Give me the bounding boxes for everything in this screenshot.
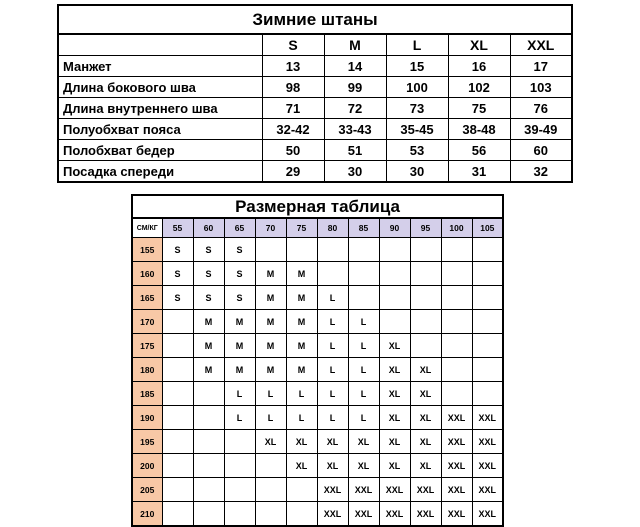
size-grid-row	[132, 430, 503, 454]
size-cell: L	[348, 334, 379, 358]
size-cell	[410, 286, 441, 310]
size-cell	[472, 238, 503, 262]
size-cell: M	[286, 358, 317, 382]
size-cell	[379, 238, 410, 262]
size-cell: XXL	[441, 406, 472, 430]
size-grid-row	[132, 310, 503, 334]
size-cell	[441, 334, 472, 358]
size-cell: XXL	[379, 502, 410, 527]
size-cell	[162, 502, 193, 527]
size-cell: L	[317, 406, 348, 430]
header-empty-cell	[58, 34, 262, 56]
measurement-label: Длина бокового шва	[58, 77, 262, 98]
weight-header: 65	[224, 218, 255, 238]
measurement-value: 75	[448, 98, 510, 119]
measurement-value: 98	[262, 77, 324, 98]
size-grid-row	[132, 262, 503, 286]
winter-pants-table	[57, 4, 573, 183]
measurement-value: 56	[448, 140, 510, 161]
measurement-value: 15	[386, 56, 448, 77]
size-cell	[286, 502, 317, 527]
size-cell: L	[348, 382, 379, 406]
height-header: 160	[132, 262, 162, 286]
measurement-value: 50	[262, 140, 324, 161]
measurement-value: 99	[324, 77, 386, 98]
size-header: S	[262, 34, 324, 56]
size-cell: XL	[410, 358, 441, 382]
size-cell: XXL	[441, 478, 472, 502]
height-header: 185	[132, 382, 162, 406]
size-cell: XL	[379, 358, 410, 382]
weight-header: 80	[317, 218, 348, 238]
size-cell	[441, 310, 472, 334]
size-cell	[224, 454, 255, 478]
height-header: 190	[132, 406, 162, 430]
weight-header: 75	[286, 218, 317, 238]
size-cell: S	[224, 238, 255, 262]
weight-header: 100	[441, 218, 472, 238]
measurement-value: 32	[510, 161, 572, 183]
size-cell: XL	[286, 430, 317, 454]
height-header: 210	[132, 502, 162, 527]
size-cell: L	[317, 310, 348, 334]
measurement-value: 71	[262, 98, 324, 119]
size-cell: L	[348, 406, 379, 430]
size-cell	[410, 334, 441, 358]
size-cell: XL	[410, 382, 441, 406]
size-cell: M	[255, 334, 286, 358]
size-cell	[348, 238, 379, 262]
size-cell	[193, 430, 224, 454]
size-cell: XL	[379, 334, 410, 358]
weight-header: 70	[255, 218, 286, 238]
height-header: 195	[132, 430, 162, 454]
size-header: M	[324, 34, 386, 56]
size-cell: XXL	[472, 502, 503, 527]
measurement-value: 76	[510, 98, 572, 119]
size-cell	[255, 238, 286, 262]
size-cell	[162, 406, 193, 430]
size-cell: XL	[317, 430, 348, 454]
size-cell: S	[162, 286, 193, 310]
size-cell: XL	[255, 430, 286, 454]
size-grid-row	[132, 478, 503, 502]
size-cell	[441, 382, 472, 406]
measurement-value: 17	[510, 56, 572, 77]
size-cell	[317, 238, 348, 262]
size-cell: XL	[410, 406, 441, 430]
size-cell	[162, 382, 193, 406]
measurement-label: Длина внутреннего шва	[58, 98, 262, 119]
size-cell: M	[224, 358, 255, 382]
size-cell: M	[286, 334, 317, 358]
size-cell: S	[224, 286, 255, 310]
size-header: XL	[448, 34, 510, 56]
size-cell: XL	[379, 454, 410, 478]
size-cell	[348, 286, 379, 310]
size-cell	[162, 358, 193, 382]
size-grid-row	[132, 238, 503, 262]
size-cell: M	[224, 310, 255, 334]
size-header: L	[386, 34, 448, 56]
size-cell	[162, 454, 193, 478]
measurement-label: Манжет	[58, 56, 262, 77]
size-cell: XL	[379, 430, 410, 454]
size-grid-row	[132, 358, 503, 382]
measurement-value: 16	[448, 56, 510, 77]
size-cell: L	[224, 382, 255, 406]
size-cell: XL	[348, 430, 379, 454]
size-cell: XXL	[410, 502, 441, 527]
measurement-row	[58, 77, 572, 98]
size-cell	[410, 262, 441, 286]
size-cell	[162, 334, 193, 358]
height-header: 200	[132, 454, 162, 478]
size-cell: L	[317, 286, 348, 310]
measurement-value: 38-48	[448, 119, 510, 140]
size-grid-row	[132, 382, 503, 406]
measurement-value: 73	[386, 98, 448, 119]
size-cell	[348, 262, 379, 286]
weight-header: 95	[410, 218, 441, 238]
size-cell	[410, 238, 441, 262]
size-cell	[286, 478, 317, 502]
size-grid-table	[131, 194, 504, 527]
size-cell: S	[193, 286, 224, 310]
size-cell: XXL	[472, 406, 503, 430]
size-cell	[472, 334, 503, 358]
size-cell: S	[193, 262, 224, 286]
size-cell: L	[348, 358, 379, 382]
size-cell	[255, 502, 286, 527]
measurement-value: 60	[510, 140, 572, 161]
size-cell	[317, 262, 348, 286]
size-cell	[379, 262, 410, 286]
size-cell: S	[162, 238, 193, 262]
measurement-value: 33-43	[324, 119, 386, 140]
size-cell	[472, 382, 503, 406]
size-cell: M	[286, 310, 317, 334]
size-cell	[441, 238, 472, 262]
size-cell: XXL	[472, 478, 503, 502]
weight-header: 55	[162, 218, 193, 238]
height-header: 205	[132, 478, 162, 502]
size-cell: XL	[286, 454, 317, 478]
measurement-row	[58, 98, 572, 119]
size-grid-row	[132, 334, 503, 358]
size-cell: M	[193, 310, 224, 334]
size-cell: S	[193, 238, 224, 262]
size-cell	[193, 382, 224, 406]
size-cell: XXL	[379, 478, 410, 502]
size-cell	[193, 502, 224, 527]
size-cell: M	[255, 358, 286, 382]
measurement-value: 29	[262, 161, 324, 183]
size-grid-row	[132, 286, 503, 310]
size-cell	[441, 286, 472, 310]
weight-header: 105	[472, 218, 503, 238]
measurement-label: Посадка спереди	[58, 161, 262, 183]
size-cell	[162, 310, 193, 334]
size-cell: M	[286, 286, 317, 310]
measurement-value: 100	[386, 77, 448, 98]
size-cell	[193, 478, 224, 502]
winter-pants-title: Зимние штаны	[58, 5, 572, 34]
size-cell: XXL	[441, 454, 472, 478]
size-cell: XXL	[472, 430, 503, 454]
size-cell: XL	[379, 406, 410, 430]
size-cell: XL	[317, 454, 348, 478]
measurement-value: 51	[324, 140, 386, 161]
size-cell: XXL	[441, 430, 472, 454]
measurement-value: 53	[386, 140, 448, 161]
measurement-value: 14	[324, 56, 386, 77]
size-cell	[224, 502, 255, 527]
size-cell	[441, 262, 472, 286]
size-cell: XXL	[317, 502, 348, 527]
height-header: 170	[132, 310, 162, 334]
size-cell	[379, 310, 410, 334]
size-cell: M	[255, 310, 286, 334]
height-header: 155	[132, 238, 162, 262]
size-cell	[472, 358, 503, 382]
size-cell	[441, 358, 472, 382]
size-cell: XL	[410, 430, 441, 454]
size-cell: XXL	[348, 502, 379, 527]
size-grid-row	[132, 454, 503, 478]
size-cell	[472, 262, 503, 286]
size-cell: XXL	[317, 478, 348, 502]
size-cell: L	[255, 406, 286, 430]
corner-label: СМ/КГ	[132, 218, 162, 238]
size-cell: M	[286, 262, 317, 286]
size-cell	[379, 286, 410, 310]
measurement-row	[58, 56, 572, 77]
size-grid-title: Размерная таблица	[132, 195, 503, 218]
size-cell	[472, 310, 503, 334]
size-grid-row	[132, 502, 503, 527]
size-cell: XL	[410, 454, 441, 478]
size-cell	[193, 406, 224, 430]
size-cell: M	[224, 334, 255, 358]
size-cell	[162, 478, 193, 502]
size-cell: M	[255, 286, 286, 310]
size-cell: L	[317, 382, 348, 406]
measurement-value: 72	[324, 98, 386, 119]
size-cell: S	[224, 262, 255, 286]
size-cell	[224, 478, 255, 502]
weight-header-row	[132, 218, 503, 238]
measurement-value: 103	[510, 77, 572, 98]
measurement-value: 30	[386, 161, 448, 183]
weight-header: 90	[379, 218, 410, 238]
size-cell: L	[317, 358, 348, 382]
measurement-value: 31	[448, 161, 510, 183]
size-cell: XXL	[348, 478, 379, 502]
measurement-label: Полобхват бедер	[58, 140, 262, 161]
height-header: 165	[132, 286, 162, 310]
size-cell	[162, 430, 193, 454]
size-cell: L	[317, 334, 348, 358]
size-header: XXL	[510, 34, 572, 56]
size-cell: XXL	[472, 454, 503, 478]
size-cell	[255, 454, 286, 478]
measurement-label: Полуобхват пояса	[58, 119, 262, 140]
size-cell: L	[255, 382, 286, 406]
size-cell: M	[193, 358, 224, 382]
weight-header: 60	[193, 218, 224, 238]
measurement-value: 102	[448, 77, 510, 98]
size-grid-row	[132, 406, 503, 430]
size-cell: L	[286, 382, 317, 406]
measurement-value: 39-49	[510, 119, 572, 140]
size-cell: XL	[348, 454, 379, 478]
measurement-row	[58, 140, 572, 161]
size-cell	[286, 238, 317, 262]
weight-header: 85	[348, 218, 379, 238]
size-cell	[255, 478, 286, 502]
size-cell: L	[286, 406, 317, 430]
size-cell: L	[348, 310, 379, 334]
size-cell	[193, 454, 224, 478]
height-header: 180	[132, 358, 162, 382]
height-header: 175	[132, 334, 162, 358]
size-cell	[472, 286, 503, 310]
measurement-row	[58, 119, 572, 140]
size-cell: XXL	[410, 478, 441, 502]
size-cell	[224, 430, 255, 454]
measurement-value: 30	[324, 161, 386, 183]
size-header-row	[58, 34, 572, 56]
size-cell: M	[255, 262, 286, 286]
measurement-value: 32-42	[262, 119, 324, 140]
measurement-row	[58, 161, 572, 183]
size-cell: S	[162, 262, 193, 286]
measurement-value: 35-45	[386, 119, 448, 140]
size-cell: XXL	[441, 502, 472, 527]
measurement-value: 13	[262, 56, 324, 77]
size-cell: XL	[379, 382, 410, 406]
size-cell	[410, 310, 441, 334]
size-cell: L	[224, 406, 255, 430]
size-cell: M	[193, 334, 224, 358]
